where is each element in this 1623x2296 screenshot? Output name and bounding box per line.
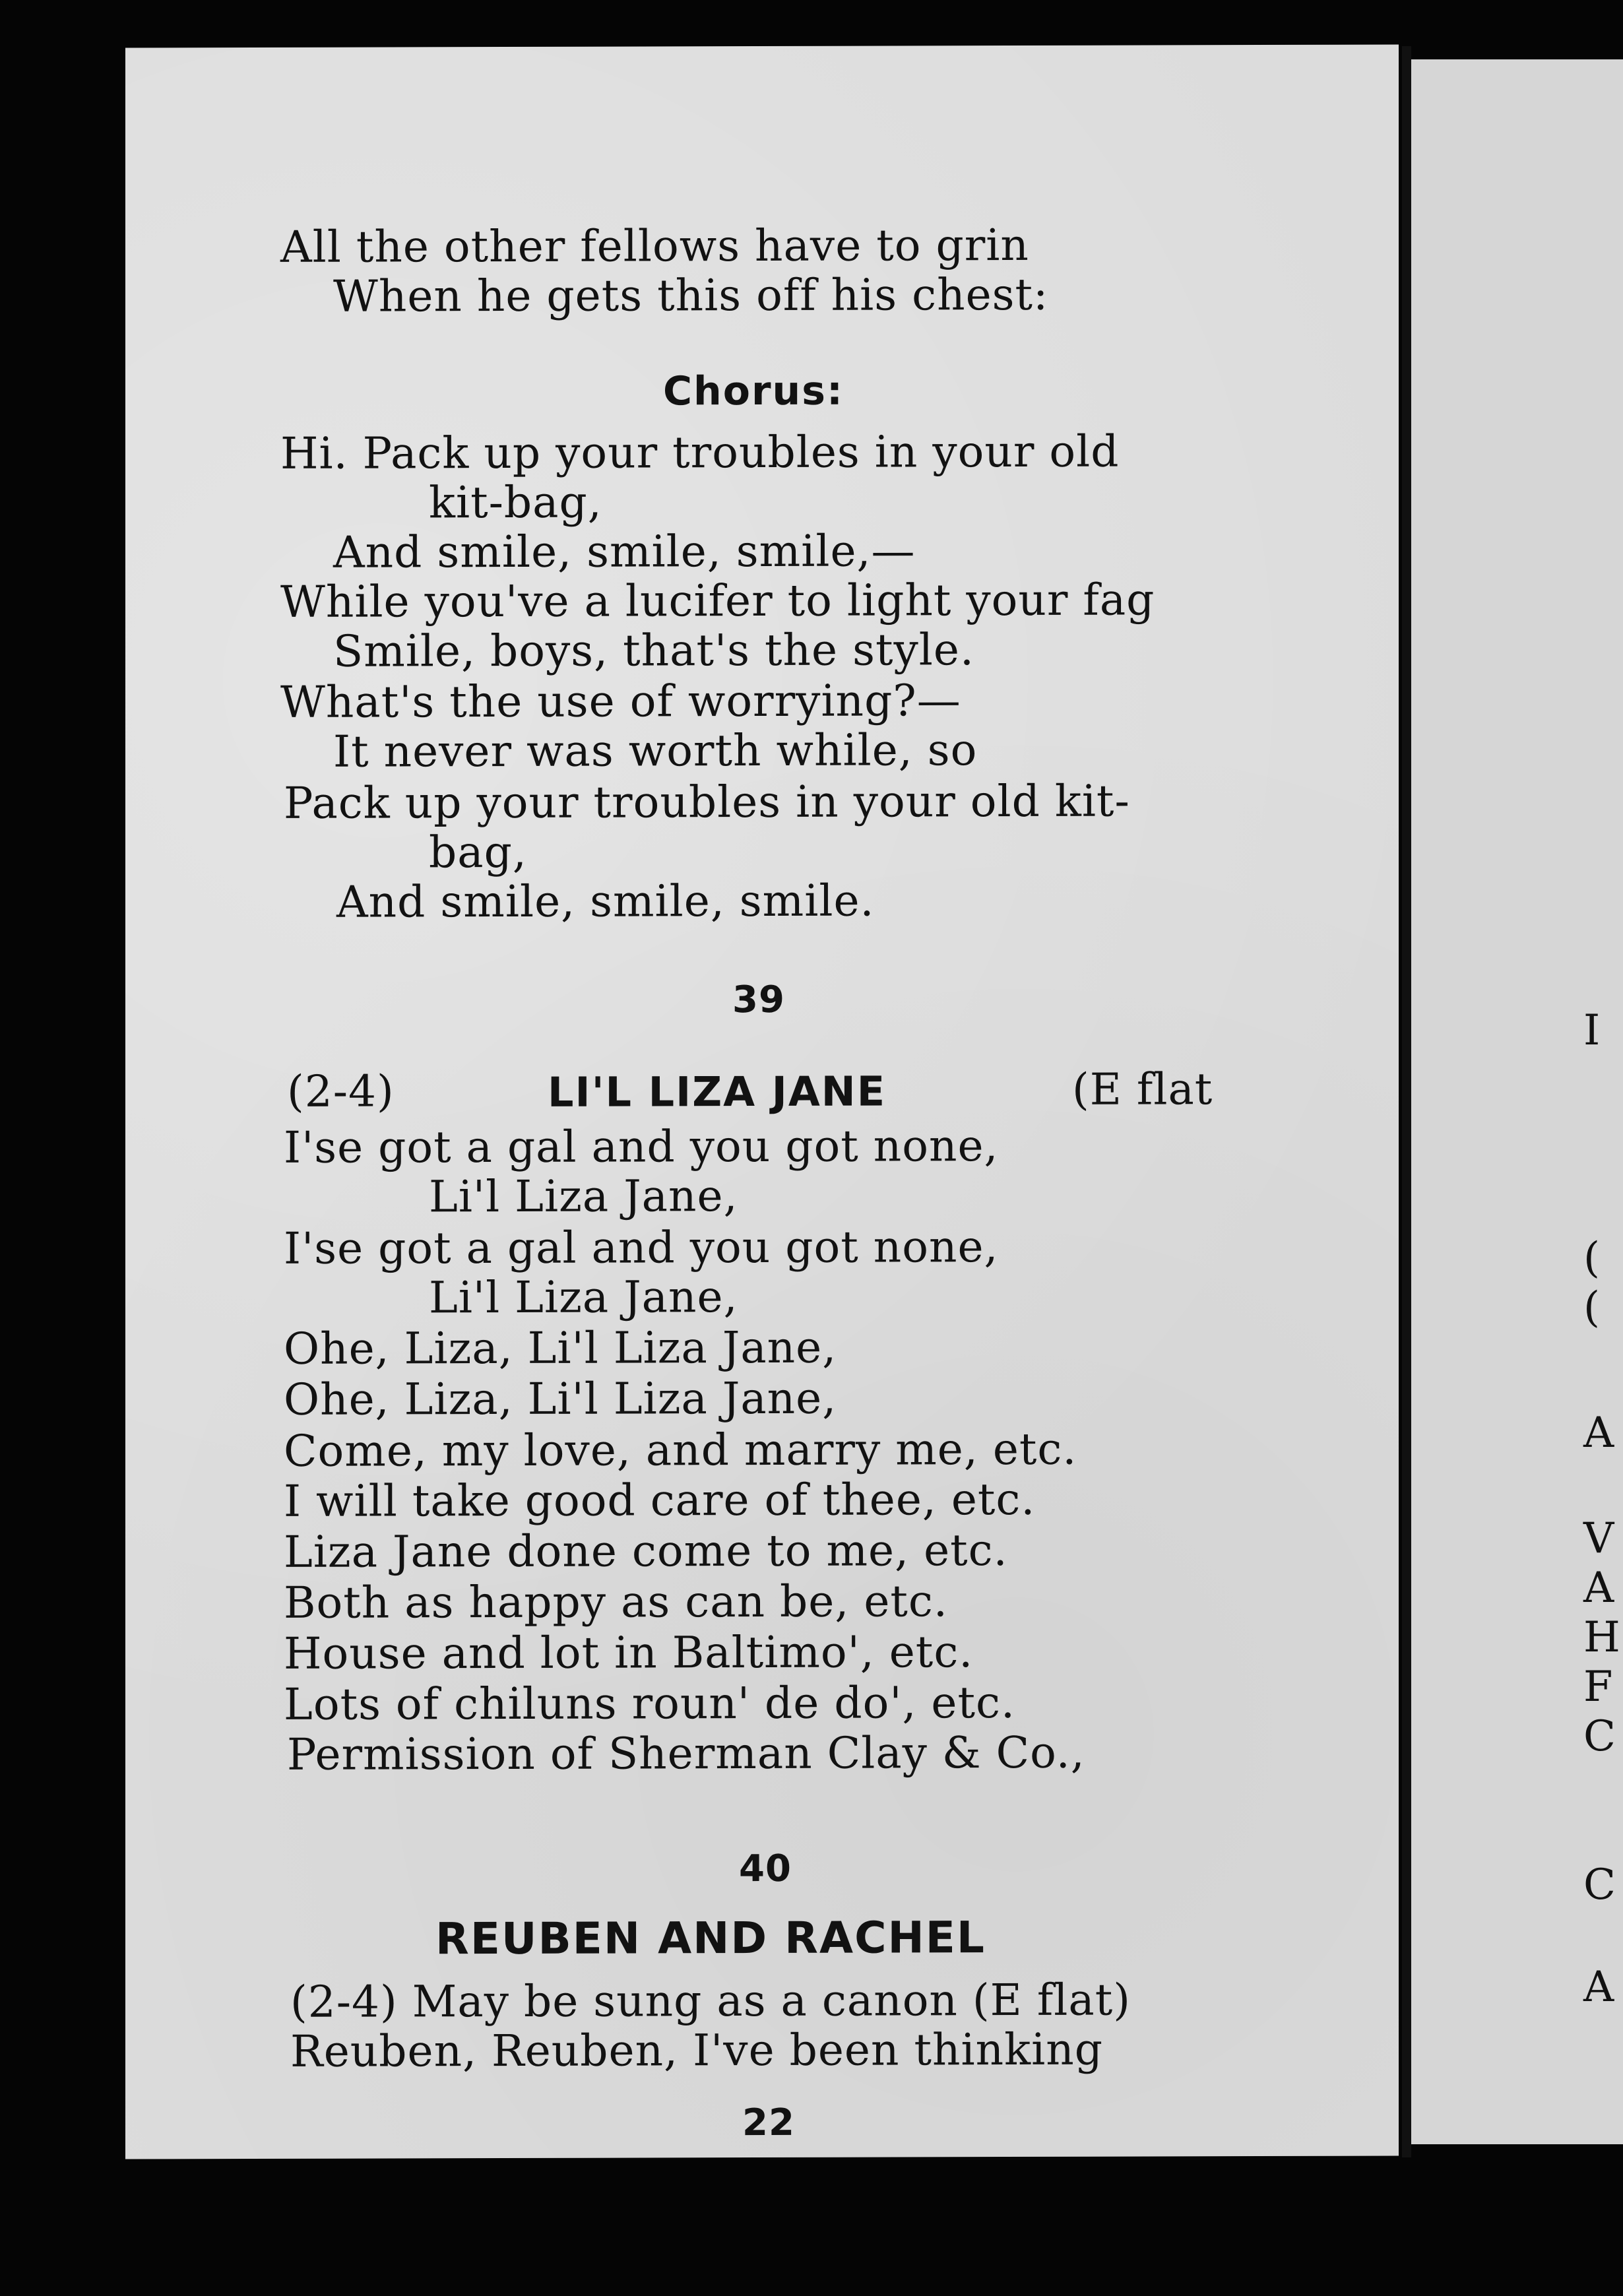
right-page-fragment: C [1583, 1712, 1616, 1761]
song-line: Ohe, Liza, Li'l Liza Jane, [284, 1322, 837, 1374]
chorus-line: And smile, smile, smile. [336, 875, 875, 928]
chorus-line: Smile, boys, that's the style. [333, 624, 974, 677]
song-line: Permission of Sherman Clay & Co., [287, 1727, 1085, 1780]
right-page-edge [1411, 59, 1623, 2144]
song-line: Reuben, Reuben, I've been thinking [290, 2024, 1103, 2077]
song-number: 40 [739, 1847, 792, 1891]
right-page-fragment: A [1583, 1564, 1614, 1612]
song-title: REUBEN AND RACHEL [435, 1912, 986, 1965]
right-page-fragment: ( [1583, 1283, 1600, 1332]
song-line: Come, my love, and marry me, etc. [284, 1423, 1077, 1477]
right-page-fragment: ( [1583, 1234, 1600, 1283]
song-line: House and lot in Baltimo', etc. [284, 1626, 974, 1679]
right-page-fragment: V [1583, 1514, 1614, 1563]
right-page-fragment: F [1583, 1663, 1613, 1711]
song-line: Li'l Liza Jane, [429, 1170, 738, 1223]
song-line: Lots of chiluns roun' de do', etc. [284, 1676, 1015, 1730]
intro-line-2: When he gets this off his chest: [333, 269, 1049, 322]
page-number: 22 [742, 2101, 795, 2145]
song-line: Both as happy as can be, etc. [284, 1576, 948, 1628]
chorus-line: Hi. Pack up your troubles in your old [280, 426, 1120, 479]
left-page [125, 44, 1399, 2159]
song-line: I will take good care of thee, etc. [284, 1473, 1036, 1527]
right-page-fragment: A [1583, 1409, 1614, 1457]
song-line: Liza Jane done come to me, etc. [284, 1525, 1008, 1578]
song-number: 39 [732, 978, 785, 1022]
right-page-fragment: C [1583, 1861, 1616, 1909]
chorus-line: And smile, smile, smile,— [333, 525, 916, 578]
song-line: I'se got a gal and you got none, [284, 1221, 999, 1274]
book-gutter [1402, 46, 1411, 2157]
right-page-fragment: A [1583, 1963, 1614, 2012]
chorus-line: It never was worth while, so [333, 724, 978, 777]
song-line: Li'l Liza Jane, [429, 1271, 738, 1323]
chorus-line: bag, [429, 826, 527, 878]
song-line: I'se got a gal and you got none, [284, 1120, 999, 1173]
right-page-fragment: I [1583, 1006, 1601, 1055]
chorus-line: While you've a lucifer to light your fag [280, 574, 1155, 627]
song-line: (2-4) May be sung as a canon (E flat) [290, 1974, 1131, 2027]
song-line: Ohe, Liza, Li'l Liza Jane, [284, 1372, 837, 1425]
chorus-line: kit-bag, [429, 476, 602, 528]
song-meter: (2-4) [287, 1066, 395, 1117]
chorus-label: Chorus: [663, 367, 844, 415]
chorus-line: Pack up your troubles in your old kit- [284, 775, 1130, 829]
song-key: (E flat [1072, 1064, 1213, 1115]
right-page-fragment: H [1583, 1613, 1620, 1662]
song-title: LI'L LIZA JANE [548, 1067, 887, 1116]
intro-line-1: All the other fellows have to grin [280, 219, 1029, 272]
chorus-line: What's the use of worrying?— [280, 675, 961, 728]
page-text [125, 48, 1213, 2296]
